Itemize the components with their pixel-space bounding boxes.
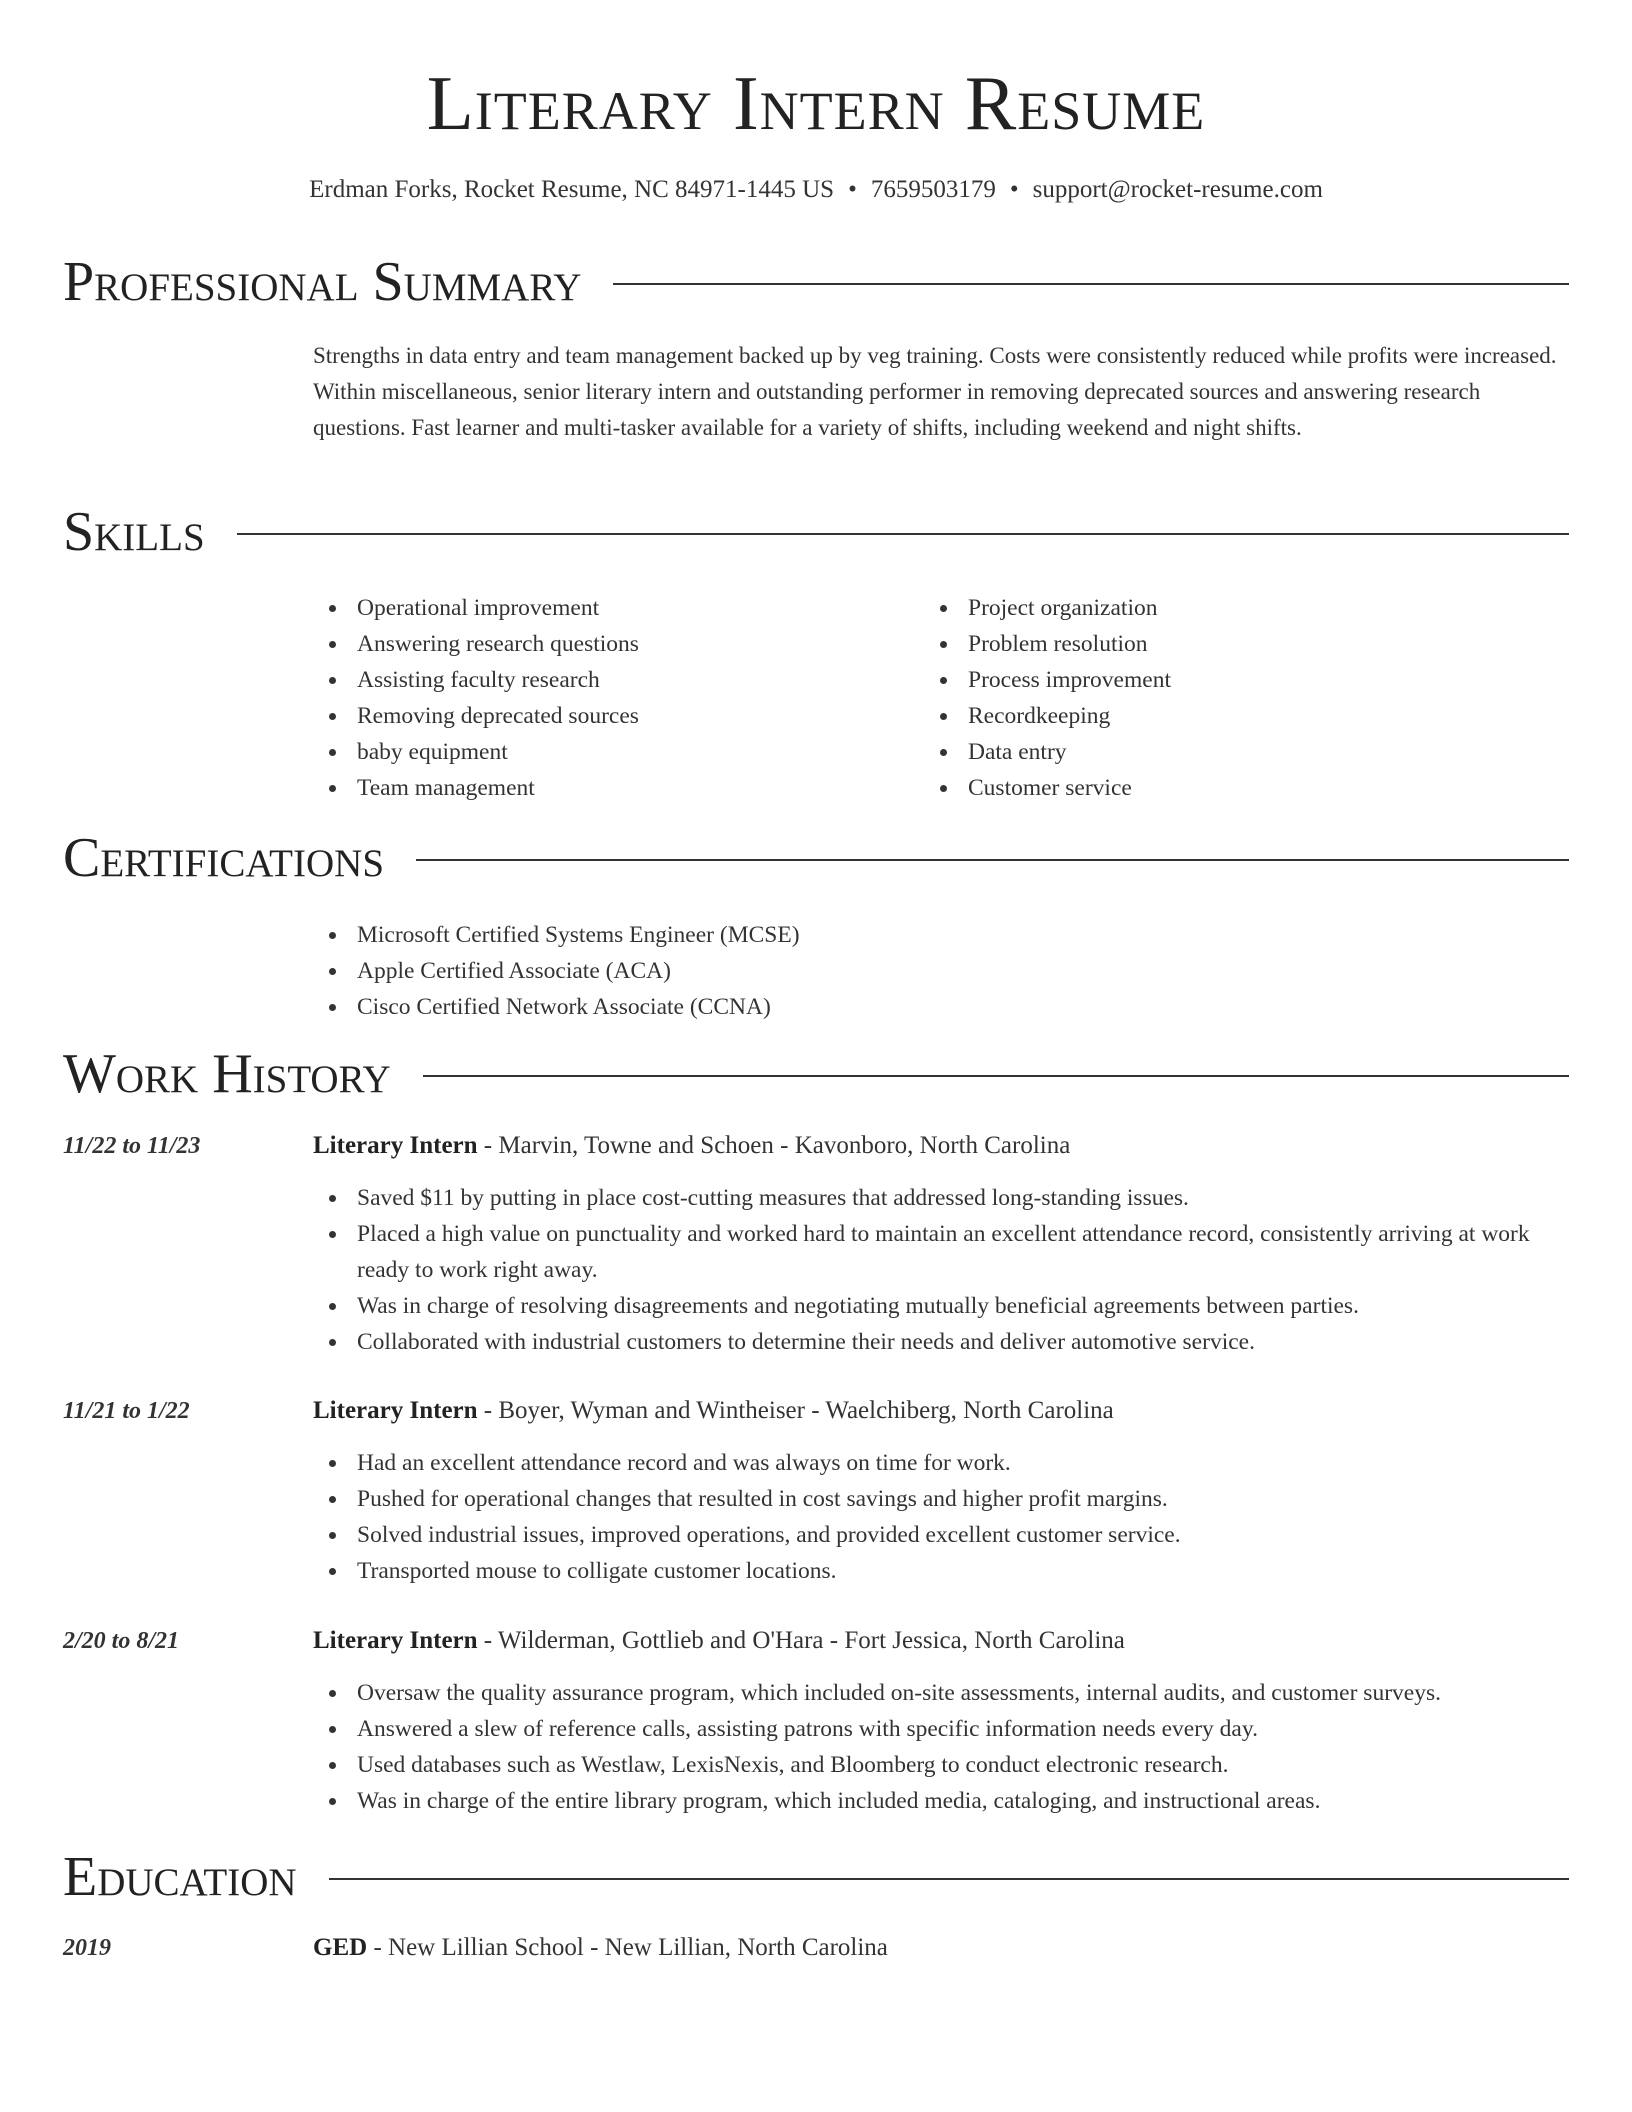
skill-item: Recordkeeping: [924, 698, 1171, 734]
job-bullet: Placed a high value on punctuality and worked hard to maintain an excellent attendance record, consistently arriving at work ready to work right away.: [313, 1216, 1569, 1288]
contact-phone: 7659503179: [870, 176, 996, 203]
education-year: 2019: [63, 1935, 111, 1961]
section-divider: [613, 283, 1569, 285]
job-title: Literary Intern: [313, 1397, 478, 1424]
job-bullet: Answered a slew of reference calls, assisting patrons with specific information needs every day.: [313, 1711, 1569, 1747]
section-title: Skills: [63, 501, 205, 563]
section-header-education: [63, 1845, 1569, 1909]
job-heading: [313, 1393, 1114, 1429]
job-details: - Marvin, Towne and Schoen - Kavonboro, North Carolina: [477, 1132, 1071, 1159]
section-header-certifications: [63, 826, 1569, 890]
job-details: - Boyer, Wyman and Wintheiser - Waelchiberg, North Carolina: [477, 1397, 1114, 1424]
skill-item: Team management: [313, 770, 639, 806]
job-title: Literary Intern: [313, 1132, 478, 1159]
certification-item: Microsoft Certified Systems Engineer (MCSE): [313, 917, 800, 953]
job-heading: [313, 1623, 1125, 1659]
job-bullet: Saved $11 by putting in place cost-cutting measures that addressed long-standing issues.: [313, 1180, 1569, 1216]
job-bullet: Used databases such as Westlaw, LexisNexis, and Bloomberg to conduct electronic research.: [313, 1747, 1569, 1783]
section-title: Education: [63, 1846, 297, 1908]
education-heading: [313, 1930, 888, 1966]
job-bullet: Had an excellent attendance record and was always on time for work.: [313, 1445, 1569, 1481]
skill-item: baby equipment: [313, 734, 639, 770]
job-heading: [313, 1128, 1070, 1164]
section-title: Work History: [63, 1043, 391, 1105]
section-title: Professional Summary: [63, 251, 582, 313]
certifications-list: [313, 917, 800, 1025]
job-bullet: Was in charge of resolving disagreements and negotiating mutually beneficial agreements between parties.: [313, 1288, 1569, 1324]
job-bullet: Was in charge of the entire library program, which included media, cataloging, and instructional areas.: [313, 1783, 1569, 1819]
job-dates: 11/21 to 1/22: [63, 1398, 190, 1424]
certification-item: Cisco Certified Network Associate (CCNA): [313, 989, 800, 1025]
skill-item: Data entry: [924, 734, 1171, 770]
job-bullet: Pushed for operational changes that resulted in cost savings and higher profit margins.: [313, 1481, 1569, 1517]
section-header-summary: [63, 250, 1569, 314]
section-divider: [416, 859, 1569, 861]
summary-text: Strengths in data entry and team management backed up by veg training. Costs were consistently reduced while profits were increased. Within miscellaneous, senior literary intern and outstanding performer in removing deprecated sources and answering research questions. Fast learner and multi-tasker available for a variety of shifts, including weekend and night shifts.: [313, 343, 1557, 440]
job-title: Literary Intern: [313, 1627, 478, 1654]
section-title: Certifications: [63, 827, 385, 889]
contact-separator: •: [848, 176, 857, 203]
certification-item: Apple Certified Associate (ACA): [313, 953, 800, 989]
education-details: - New Lillian School - New Lillian, North Carolina: [367, 1934, 888, 1961]
section-divider: [329, 1878, 1569, 1880]
job-dates: 2/20 to 8/21: [63, 1628, 180, 1654]
section-header-work-history: [63, 1042, 1569, 1106]
skill-item: Project organization: [924, 590, 1171, 626]
job-bullet: Collaborated with industrial customers to determine their needs and deliver automotive service.: [313, 1324, 1569, 1360]
skill-item: Process improvement: [924, 662, 1171, 698]
contact-email[interactable]: support@rocket-resume.com: [1032, 176, 1323, 203]
job-bullet: Solved industrial issues, improved operations, and provided excellent customer service.: [313, 1517, 1569, 1553]
job-bullet: Oversaw the quality assurance program, which included on-site assessments, internal audits, and customer surveys.: [313, 1675, 1569, 1711]
job-bullet: Transported mouse to colligate customer locations.: [313, 1553, 1569, 1589]
job-dates: 11/22 to 11/23: [63, 1133, 201, 1159]
skill-item: Customer service: [924, 770, 1171, 806]
job-bullets: [313, 1445, 1569, 1589]
skills-list-left: [313, 590, 639, 806]
contact-address: Erdman Forks, Rocket Resume, NC 84971-1445 US: [309, 176, 835, 203]
section-header-skills: [63, 500, 1569, 564]
contact-line: [0, 174, 1632, 206]
job-details: - Wilderman, Gottlieb and O'Hara - Fort Jessica, North Carolina: [477, 1627, 1125, 1654]
contact-separator: •: [1009, 176, 1019, 203]
section-divider: [237, 533, 1569, 535]
skill-item: Problem resolution: [924, 626, 1171, 662]
job-bullets: [313, 1675, 1569, 1819]
section-divider: [423, 1075, 1569, 1077]
skill-item: Answering research questions: [313, 626, 639, 662]
job-bullets: [313, 1180, 1569, 1360]
skill-item: Removing deprecated sources: [313, 698, 639, 734]
skill-item: Assisting faculty research: [313, 662, 639, 698]
skill-item: Operational improvement: [313, 590, 639, 626]
resume-title: Literary Intern Resume: [426, 60, 1206, 146]
skills-list-right: [924, 590, 1171, 806]
education-degree: GED: [313, 1934, 368, 1961]
